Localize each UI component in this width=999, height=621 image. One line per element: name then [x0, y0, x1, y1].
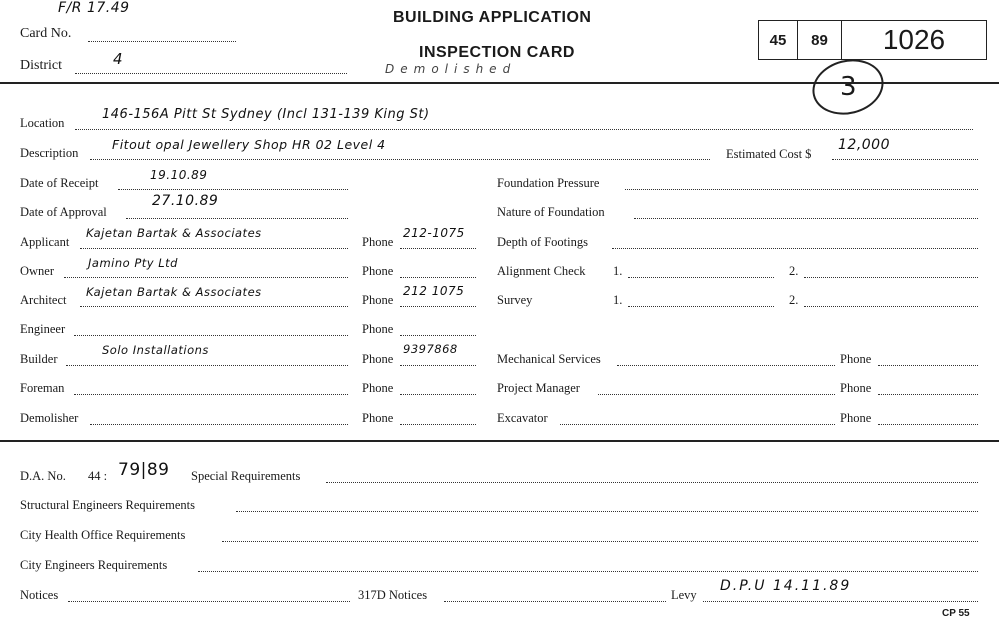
date-receipt-label: Date of Receipt [20, 176, 99, 190]
nature-foundation-label: Nature of Foundation [497, 205, 605, 219]
alignment-check-label: Alignment Check [497, 264, 586, 278]
architect-phone-label: Phone [362, 293, 394, 307]
card-no-label: Card No. [20, 26, 72, 41]
city-eng-line[interactable] [198, 571, 978, 572]
demolisher-phone-label: Phone [362, 411, 394, 425]
title-line1: BUILDING APPLICATION [393, 9, 592, 26]
foreman-label: Foreman [20, 381, 65, 395]
architect-label: Architect [20, 293, 67, 307]
owner-value: Jamino Pty Ltd [88, 256, 178, 270]
middle-divider [0, 440, 999, 442]
levy-line[interactable] [703, 601, 978, 602]
card-no-line[interactable] [88, 41, 236, 42]
survey-num2: 2. [789, 293, 799, 307]
notices317-line[interactable] [444, 601, 666, 602]
demolisher-line[interactable] [90, 424, 348, 425]
levy-value: D.P.U 14.11.89 [720, 578, 852, 594]
estimated-cost-value: 12,000 [838, 137, 890, 153]
demolisher-phone-line[interactable] [400, 424, 476, 425]
date-approval-line[interactable] [126, 218, 348, 219]
excavator-phone-label: Phone [840, 411, 872, 425]
survey-label: Survey [497, 293, 533, 307]
nature-foundation-line[interactable] [634, 218, 978, 219]
card-no-note: F/R 17.49 [58, 0, 130, 16]
alignment-line1[interactable] [628, 277, 774, 278]
applicant-label: Applicant [20, 235, 70, 249]
health-line[interactable] [222, 541, 978, 542]
project-manager-phone-label: Phone [840, 381, 872, 395]
mechanical-phone-label: Phone [840, 352, 872, 366]
circled-mark [807, 52, 890, 122]
levy-label: Levy [671, 588, 697, 602]
engineer-line[interactable] [74, 335, 348, 336]
builder-label: Builder [20, 352, 58, 366]
project-manager-phone-line[interactable] [878, 394, 978, 395]
builder-phone-value: 9397868 [403, 342, 458, 356]
alignment-num1: 1. [613, 264, 623, 278]
owner-phone-line[interactable] [400, 277, 476, 278]
da-value: 79|89 [118, 460, 170, 480]
depth-footings-line[interactable] [612, 248, 978, 249]
title-scribble: Demolished [385, 62, 517, 76]
description-label: Description [20, 146, 79, 160]
box-a: 45 [758, 20, 798, 60]
excavator-phone-line[interactable] [878, 424, 978, 425]
description-line[interactable] [90, 159, 710, 160]
special-label: Special Requirements [191, 469, 301, 483]
architect-line[interactable] [80, 306, 348, 307]
date-approval-value: 27.10.89 [152, 193, 219, 209]
card-number-box: 1026 [841, 20, 987, 60]
project-manager-line[interactable] [598, 394, 835, 395]
alignment-num2: 2. [789, 264, 799, 278]
applicant-phone-value: 212-1075 [403, 226, 465, 240]
location-value: 146-156A Pitt St Sydney (Incl 131-139 King St) [102, 107, 430, 122]
applicant-line[interactable] [80, 248, 348, 249]
mechanical-phone-line[interactable] [878, 365, 978, 366]
builder-phone-label: Phone [362, 352, 394, 366]
foundation-pressure-label: Foundation Pressure [497, 176, 600, 190]
structural-label: Structural Engineers Requirements [20, 498, 195, 512]
title-line2: INSPECTION CARD [419, 44, 575, 61]
excavator-line[interactable] [560, 424, 835, 425]
circled-mark-value: 3 [839, 72, 857, 103]
location-line[interactable] [75, 129, 973, 130]
foundation-pressure-line[interactable] [625, 189, 978, 190]
date-approval-label: Date of Approval [20, 205, 107, 219]
notices-line[interactable] [68, 601, 350, 602]
demolisher-label: Demolisher [20, 411, 79, 425]
architect-phone-line[interactable] [400, 306, 476, 307]
da-label: D.A. No. [20, 469, 66, 483]
owner-label: Owner [20, 264, 55, 278]
engineer-phone-label: Phone [362, 322, 394, 336]
builder-phone-line[interactable] [400, 365, 476, 366]
district-value: 4 [113, 50, 124, 68]
foreman-line[interactable] [74, 394, 348, 395]
notices317-label: 317D Notices [358, 588, 428, 602]
district-line[interactable] [75, 73, 347, 74]
special-line[interactable] [326, 482, 978, 483]
foreman-phone-label: Phone [362, 381, 394, 395]
depth-footings-label: Depth of Footings [497, 235, 588, 249]
survey-num1: 1. [613, 293, 623, 307]
builder-line[interactable] [66, 365, 348, 366]
cp-code: CP 55 [942, 608, 970, 619]
owner-line[interactable] [64, 277, 348, 278]
top-divider [0, 82, 999, 84]
description-value: Fitout opal Jewellery Shop HR 02 Level 4 [112, 137, 386, 152]
engineer-label: Engineer [20, 322, 66, 336]
project-manager-label: Project Manager [497, 381, 580, 395]
district-label: District [20, 58, 62, 73]
da-prefix: 44 : [88, 469, 108, 483]
date-receipt-value: 19.10.89 [150, 168, 208, 182]
applicant-value: Kajetan Bartak & Associates [86, 226, 262, 240]
applicant-phone-line[interactable] [400, 248, 476, 249]
estimated-cost-label: Estimated Cost $ [726, 147, 812, 161]
mechanical-line[interactable] [617, 365, 835, 366]
health-label: City Health Office Requirements [20, 528, 186, 542]
date-receipt-line[interactable] [118, 189, 348, 190]
survey-line1[interactable] [628, 306, 774, 307]
box-b: 89 [797, 20, 842, 60]
city-eng-label: City Engineers Requirements [20, 558, 168, 572]
notices-label: Notices [20, 588, 59, 602]
foreman-phone-line[interactable] [400, 394, 476, 395]
builder-value: Solo Installations [102, 343, 209, 357]
structural-line[interactable] [236, 511, 978, 512]
mechanical-label: Mechanical Services [497, 352, 601, 366]
alignment-line2[interactable] [804, 277, 978, 278]
architect-phone-value: 212 1075 [403, 284, 465, 298]
owner-phone-label: Phone [362, 264, 394, 278]
estimated-cost-line[interactable] [832, 159, 978, 160]
architect-value: Kajetan Bartak & Associates [86, 285, 262, 299]
location-label: Location [20, 116, 65, 130]
engineer-phone-line[interactable] [400, 335, 476, 336]
survey-line2[interactable] [804, 306, 978, 307]
applicant-phone-label: Phone [362, 235, 394, 249]
excavator-label: Excavator [497, 411, 548, 425]
